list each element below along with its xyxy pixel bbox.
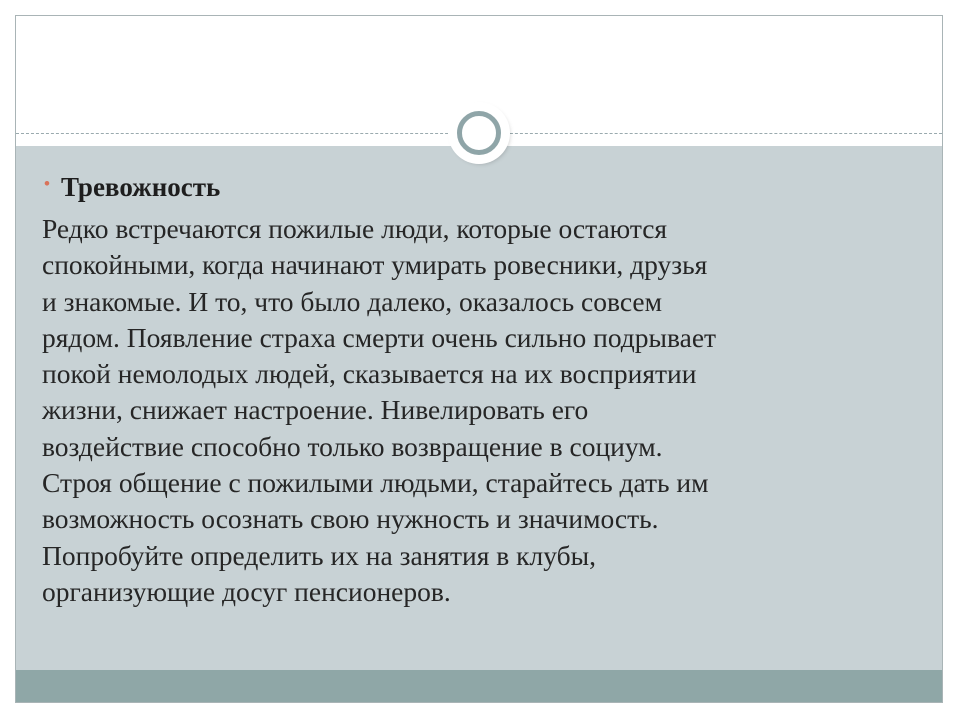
- body-paragraph: Редко встречаются пожилые люди, которые остаются спокойными, когда начинают умирать ровесники, друзья и знакомые. И то, что было далеко, оказалось совсем рядом. Появление страха смерти очень сильно подрывает покой немолодых людей, сказывается на их восприятии жизни, снижает настроение. Нивелировать его воздействие способно только возвращение в социум. Строя общение с пожилыми людьми, старайтесь дать им возможность осознать свою нужность и значимость. Попробуйте определить их на занятия в клубы, организующие досуг пенсионеров.: [42, 213, 717, 607]
- circle-ring-icon: [448, 102, 510, 164]
- footer-band: [16, 670, 942, 702]
- bullet-heading: [44, 169, 904, 205]
- bullet-icon: •: [44, 174, 50, 193]
- ring-inner: [457, 111, 501, 155]
- heading-text: Тревожность: [60, 172, 221, 202]
